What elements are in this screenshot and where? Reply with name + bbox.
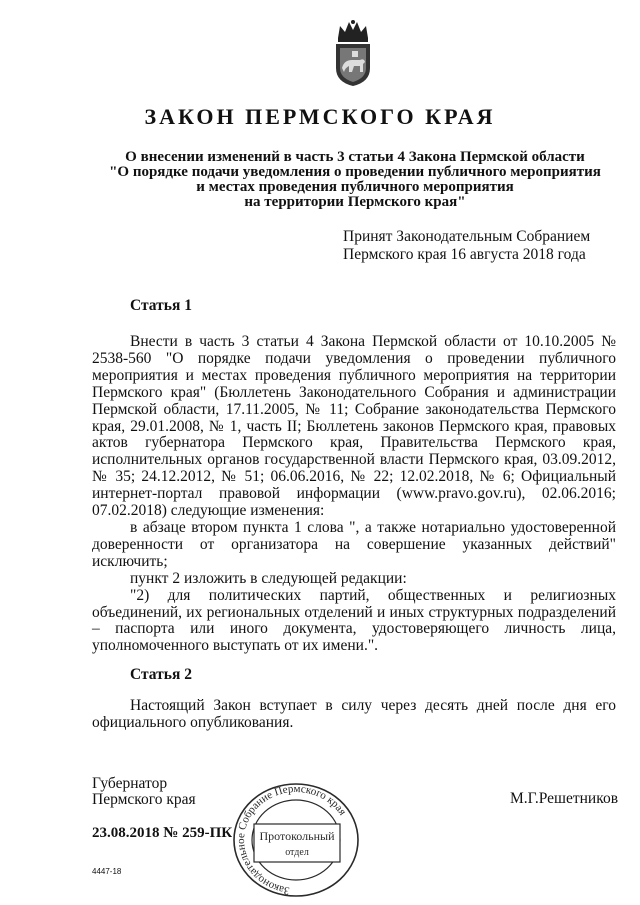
law-title: ЗАКОН ПЕРМСКОГО КРАЯ <box>144 104 496 129</box>
stamp-ring-text: Законодательное Собрание Пермского края <box>234 782 349 897</box>
subtitle-line: и местах проведения публичного мероприятия <box>196 179 514 195</box>
official-stamp <box>226 780 366 900</box>
date-and-number: 23.08.2018 № 259-ПК <box>92 825 233 841</box>
article-1-item-1: в абзаце втором пункта 1 слова ", а также нотариально удостоверенной доверенности от организатора на совершение указанных действий" исключить; <box>92 518 616 570</box>
article-1-body <box>92 334 616 655</box>
adoption-note <box>343 228 590 264</box>
adoption-line: Пермского края 16 августа 2018 года <box>343 246 586 263</box>
signer-position <box>92 776 196 808</box>
coat-of-arms-icon <box>330 18 376 88</box>
subtitle-line: О внесении изменений в часть 3 статьи 4 Закона Пермской области <box>125 149 585 165</box>
signer-position-line: Пермского края <box>92 791 196 808</box>
signer-name: М.Г.Решетников <box>510 790 619 807</box>
article-2-body <box>92 698 616 732</box>
law-subtitle <box>60 150 640 210</box>
article-1-item-2-text: "2) для политических партий, общественных и религиозных объединений, их региональных отделений и иных структурных подразделений – паспорта или иного документа, удостоверяющего личность лица, уполномоченного выступать от их имени.". <box>92 586 616 655</box>
article-2-heading: Статья 2 <box>130 666 192 683</box>
article-1-item-2-intro: пункт 2 изложить в следующей редакции: <box>130 569 407 587</box>
signer-position-line: Губернатор <box>92 775 168 792</box>
document-code: 4447-18 <box>92 867 122 876</box>
subtitle-line: "О порядке подачи уведомления о проведении публичного мероприятия <box>109 164 601 180</box>
article-1-intro: Внести в часть 3 статьи 4 Закона Пермской области от 10.10.2005 № 2538-560 "О порядке подачи уведомления о проведении публичного мероприятия и местах проведения публичного мероприятия на территории Пермского края" (Бюллетень Законодательного Собрания и администрации Пермской области, 17.11.2005, № 11; Собрание законодательства Пермского края, 29.01.2008, № 1, часть II; Бюллетень законов Пермского края, правовых актов губернатора Пермского края, Правительства Пермского края, исполнительных органов государственной власти Пермского края, 03.09.2012, № 35; 24.12.2012, № 51; 06.06.2016, № 22; 12.02.2018, № 6; Официальный интернет-портал правовой информации (www.pravo.gov.ru), 02.06.2016; 07.02.2018) следующие изменения: <box>92 333 616 520</box>
article-2-text: Настоящий Закон вступает в силу через десять дней после дня его официального опубликования. <box>92 697 616 731</box>
adoption-line: Принят Законодательным Собранием <box>343 228 591 245</box>
stamp-center-line-1: Протокольный <box>259 829 335 843</box>
stamp-center-line-2: отдел <box>285 847 309 858</box>
subtitle-line: на территории Пермского края" <box>244 194 466 210</box>
article-1-heading: Статья 1 <box>130 297 192 314</box>
